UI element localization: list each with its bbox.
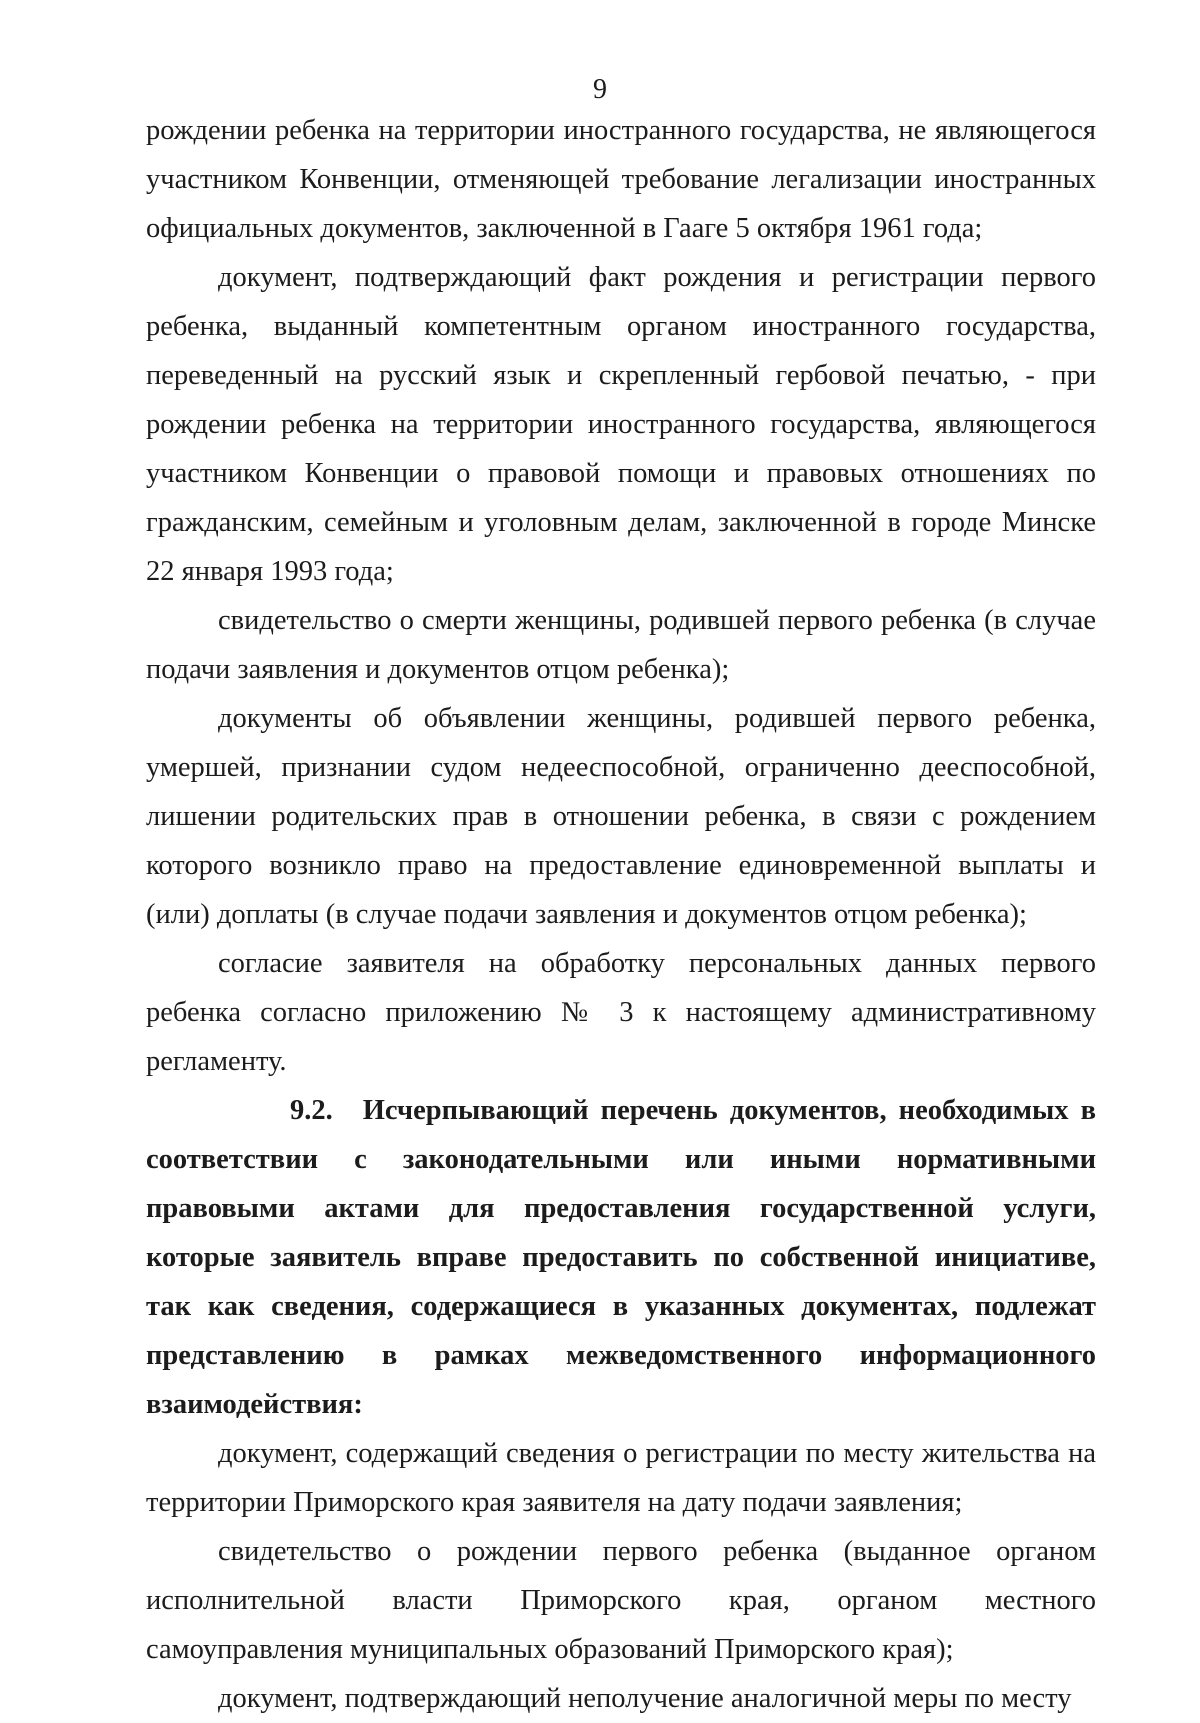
section-heading: [146, 1086, 1096, 1429]
paragraph-non-receipt-document: документ, подтверждающий неполучение аналогичной меры по месту: [218, 1683, 1072, 1714]
paragraph-birth-document-foreign: документ, подтверждающий факт рождения и регистрации первого ребенка, выданный компетентным органом иностранного государства, переведенный на русский язык и скрепленный гербовой печатью, - при рождении ребенка на территории иностранного государства, являющегося участником Конвенции о правовой помощи и правовых отношениях по гражданским, семейным и уголовным делам, заключенной в городе Минске 22 января 1993 года;: [146, 262, 1096, 587]
paragraph-continuation: рождении ребенка на территории иностранного государства, не являющегося участником Конвенции, отменяющей требование легализации иностранных официальных документов, заключенной в Гааге 5 октября 1961 года;: [146, 115, 1096, 244]
section-heading-text: Исчерпывающий перечень документов, необходимых в соответствии с законодательными или иными нормативными правовыми актами для предоставления государственной услуги, которые заявитель вправе предоставить по собственной инициативе, так как сведения, содержащиеся в указанных документах, подлежат представлению в рамках межведомственного информационного взаимодействия:: [146, 1095, 1096, 1420]
paragraph-registration-document: документ, содержащий сведения о регистрации по месту жительства на территории Приморского края заявителя на дату подачи заявления;: [146, 1438, 1096, 1518]
page-number: 9: [593, 74, 607, 105]
paragraph-death-certificate: свидетельство о смерти женщины, родившей первого ребенка (в случае подачи заявления и документов отцом ребенка);: [146, 605, 1096, 685]
paragraph-birth-certificate: свидетельство о рождении первого ребенка (выданное органом исполнительной власти Приморского края, органом местного самоуправления муниципальных образований Приморского края);: [146, 1536, 1096, 1665]
section-number: 9.2.: [290, 1095, 333, 1126]
document-body: [146, 106, 1096, 1723]
paragraph-mother-status-documents: документы об объявлении женщины, родившей первого ребенка, умершей, признании судом недееспособной, ограниченно дееспособной, лишении родительских прав в отношении ребенка, в связи с рождением которого возникло право на предоставление единовременной выплаты и (или) доплаты (в случае подачи заявления и документов отцом ребенка);: [146, 703, 1096, 930]
paragraph-personal-data-consent: согласие заявителя на обработку персональных данных первого ребенка согласно приложению № 3 к настоящему административному регламенту.: [146, 948, 1096, 1077]
